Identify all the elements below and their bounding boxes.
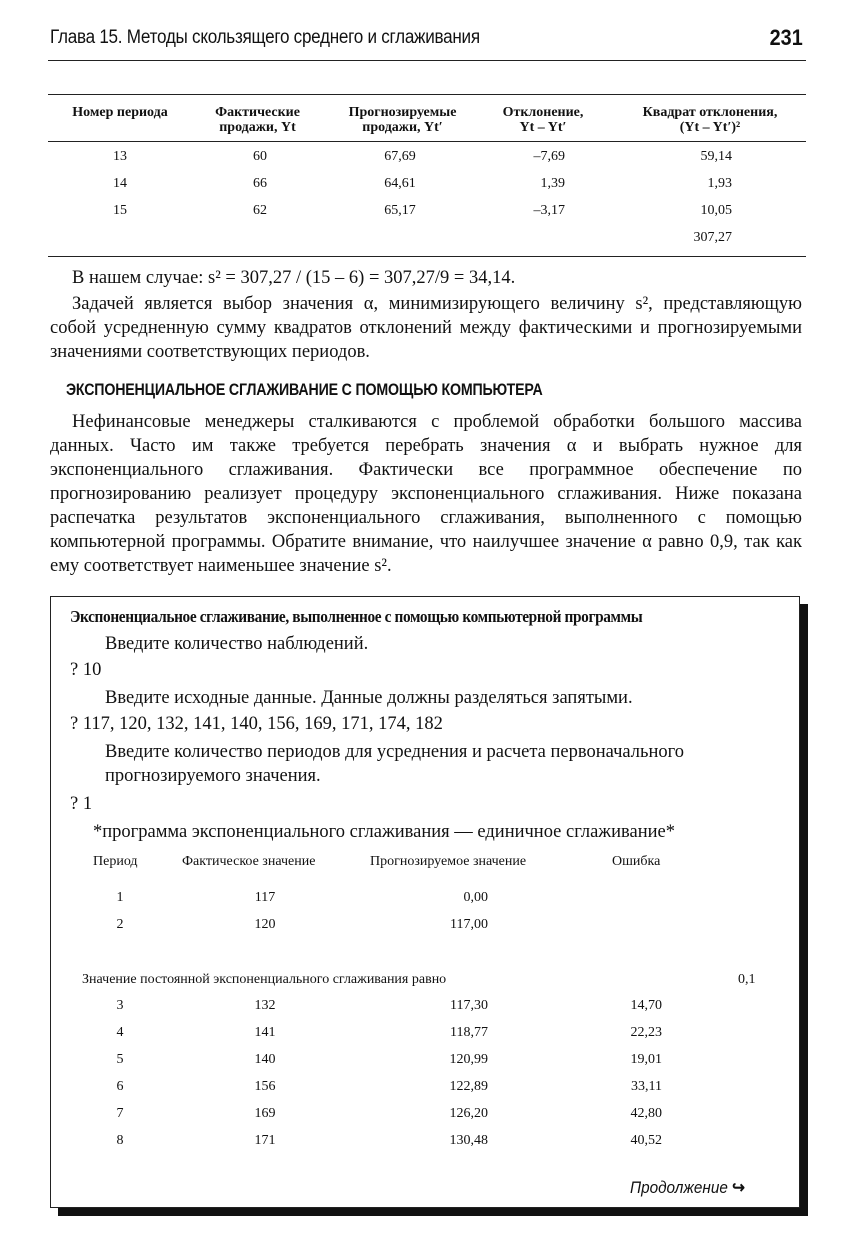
box-shadow <box>58 1208 808 1216</box>
box-shadow <box>800 604 808 1216</box>
cell-forecast: 117,00 <box>450 917 488 932</box>
col-header-forecast: Прогнозируемое значение <box>370 854 527 869</box>
page-number: 231 <box>769 25 803 50</box>
header-line: Номер периода <box>72 105 168 120</box>
header-line: Отклонение, <box>502 105 584 120</box>
cell-actual: 117 <box>254 890 276 905</box>
col-header-period: Период <box>93 854 138 869</box>
cell-period: 6 <box>116 1079 124 1094</box>
cell-actual: 120 <box>254 917 276 932</box>
table-cell: 62 <box>253 203 267 218</box>
cell-error: 22,23 <box>630 1025 662 1040</box>
header-line: Yt – Yt′ <box>519 120 567 135</box>
table-header-squared <box>620 105 800 135</box>
table-cell: 10,05 <box>700 203 732 218</box>
table-header-deviation <box>478 105 608 135</box>
table-header-actual <box>195 105 320 135</box>
program-title: *программа экспоненциального сглаживания — единичное сглаживание* <box>93 822 675 842</box>
table-top-rule <box>48 94 806 95</box>
cell-actual: 171 <box>254 1133 276 1148</box>
cell-actual: 132 <box>254 998 276 1013</box>
table-cell: 14 <box>113 176 127 191</box>
cell-period: 4 <box>116 1025 124 1040</box>
cell-forecast: 122,89 <box>449 1079 488 1094</box>
cell-forecast: 118,77 <box>450 1025 488 1040</box>
cell-period: 2 <box>116 917 124 932</box>
answer-data: ? 117, 120, 132, 141, 140, 156, 169, 171, 174, 182 <box>70 714 443 734</box>
prompt-observations: Введите количество наблюдений. <box>105 634 369 654</box>
continuation-note <box>630 1178 745 1198</box>
constant-value: 0,1 <box>738 972 756 987</box>
header-line: (Yt – Yt′)² <box>679 120 741 135</box>
paragraph-text: Задачей является выбор значения α, минимизирующего величину s², представляющую собой усредненную сумму квадратов отклонений между фактическими и прогнозируемыми значениями соответствующих периодов. <box>50 294 802 362</box>
col-header-error: Ошибка <box>612 854 661 869</box>
cell-actual: 156 <box>254 1079 276 1094</box>
table-cell: 59,14 <box>700 149 732 164</box>
table-cell: 67,69 <box>384 149 416 164</box>
table-cell: 65,17 <box>384 203 416 218</box>
table-cell: –3,17 <box>533 203 565 218</box>
prompt-data: Введите исходные данные. Данные должны разделяться запятыми. <box>105 688 633 708</box>
cell-error: 42,80 <box>630 1106 662 1121</box>
constant-label: Значение постоянной экспоненциального сглаживания равно <box>82 972 447 987</box>
table-header-rule <box>48 141 806 142</box>
col-header-actual: Фактическое значение <box>182 854 316 869</box>
paragraph-text: Нефинансовые менеджеры сталкиваются с проблемой обработки большого массива данных. Часто им также требуется перебрать значения α и выбрать нужное для экспоненциального сглаживания. Фактически все программное обеспечение по прогнозированию реализует процедуру экспоненциального сглаживания. Ниже показана распечатка результатов экспоненциального сглаживания, выполненного с помощью компьютерной программы. Обратите внимание, что наилучшее значение α равно 0,9, так как ему соответствует наименьшее значение s². <box>50 412 802 576</box>
cell-error: 19,01 <box>630 1052 662 1067</box>
prompt-periods-line2: прогнозируемого значения. <box>105 766 321 786</box>
continue-arrow-icon: ↪ <box>732 1178 745 1197</box>
cell-period: 1 <box>116 890 124 905</box>
table-total: 307,27 <box>693 230 732 245</box>
header-line: продажи, Yt′ <box>362 120 443 135</box>
section-heading: ЭКСПОНЕНЦИАЛЬНОЕ СГЛАЖИВАНИЕ С ПОМОЩЬЮ КОМПЬЮТЕРА <box>66 381 543 399</box>
header-line: Квадрат отклонения, <box>642 105 778 120</box>
paragraph-computer <box>50 410 802 578</box>
header-rule <box>48 60 806 61</box>
cell-forecast: 0,00 <box>463 890 488 905</box>
table-cell: 60 <box>253 149 267 164</box>
cell-forecast: 126,20 <box>449 1106 488 1121</box>
printout-title: Экспоненциальное сглаживание, выполненное с помощью компьютерной программы <box>70 607 643 626</box>
header-line: Фактические <box>215 105 300 120</box>
cell-period: 3 <box>116 998 124 1013</box>
table-cell: 66 <box>253 176 267 191</box>
table-cell: 13 <box>113 149 127 164</box>
cell-error: 14,70 <box>630 998 662 1013</box>
table-bottom-rule <box>48 256 806 257</box>
table-header-period <box>60 105 180 120</box>
table-cell: 1,39 <box>540 176 565 191</box>
cell-actual: 140 <box>254 1052 276 1067</box>
table-header-forecast <box>335 105 470 135</box>
table-cell: 64,61 <box>384 176 416 191</box>
paragraph-text: В нашем случае: s² = 307,27 / (15 – 6) = 307,27/9 = 34,14. <box>72 268 516 288</box>
cell-actual: 169 <box>254 1106 276 1121</box>
paragraph-alpha-choice <box>50 292 802 364</box>
table-cell: 1,93 <box>707 176 732 191</box>
cell-forecast: 130,48 <box>449 1133 488 1148</box>
chapter-title: Глава 15. Методы скользящего среднего и сглаживания <box>50 27 480 48</box>
paragraph-formula <box>50 266 802 290</box>
cell-period: 7 <box>116 1106 124 1121</box>
continuation-label: Продолжение <box>630 1178 728 1197</box>
answer-periods: ? 1 <box>70 794 93 814</box>
cell-forecast: 117,30 <box>450 998 488 1013</box>
cell-period: 5 <box>116 1052 124 1067</box>
table-cell: –7,69 <box>533 149 565 164</box>
table-cell: 15 <box>113 203 127 218</box>
cell-period: 8 <box>116 1133 124 1148</box>
prompt-periods-line1: Введите количество периодов для усреднения и расчета первоначального <box>105 742 684 762</box>
cell-error: 33,11 <box>631 1079 662 1094</box>
answer-observations: ? 10 <box>70 660 102 680</box>
header-line: Прогнозируемые <box>348 105 457 120</box>
cell-error: 40,52 <box>630 1133 662 1148</box>
header-line: продажи, Yt <box>219 120 296 135</box>
cell-forecast: 120,99 <box>449 1052 488 1067</box>
cell-actual: 141 <box>254 1025 276 1040</box>
